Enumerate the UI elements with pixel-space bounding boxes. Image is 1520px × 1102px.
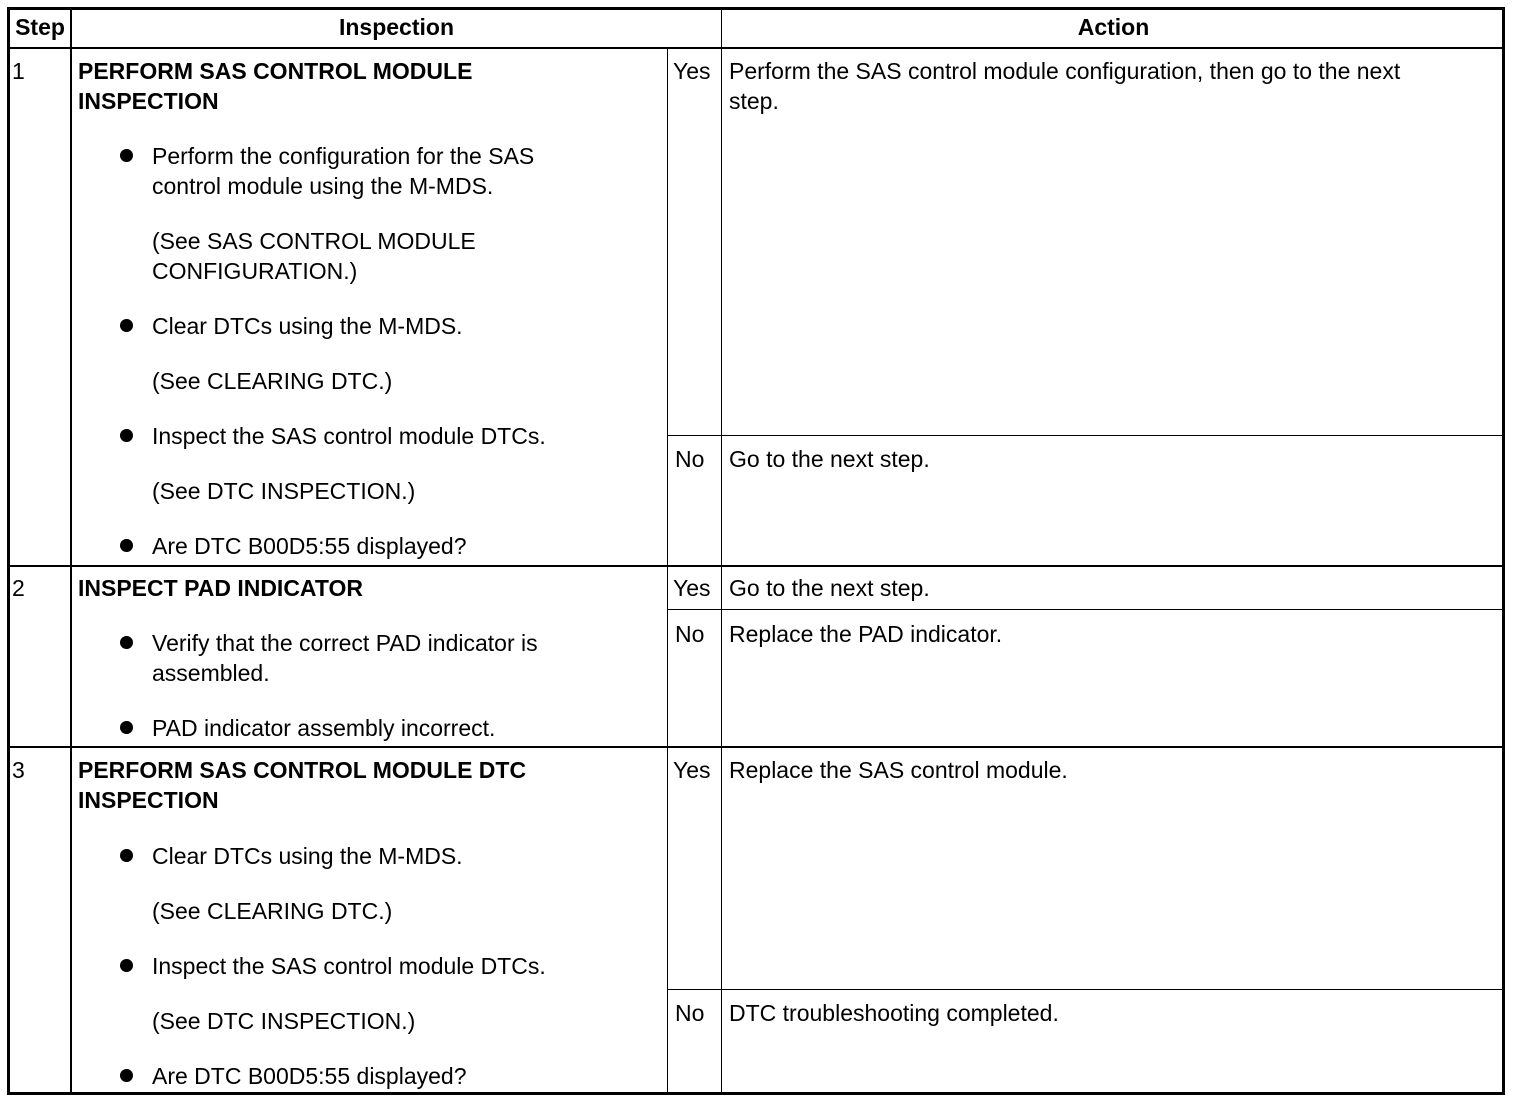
header-inspection: Inspection bbox=[338, 14, 454, 40]
no-action: DTC troubleshooting completed. bbox=[729, 1000, 1059, 1026]
no-label: No bbox=[675, 621, 705, 647]
step-number: 2 bbox=[12, 575, 25, 601]
inspection-item-continued: control module using the M-MDS. bbox=[152, 173, 494, 199]
inspection-item: Inspect the SAS control module DTCs. bbox=[152, 953, 546, 979]
reference-link-continued[interactable]: CONFIGURATION.) bbox=[152, 258, 358, 284]
step-title: PERFORM SAS CONTROL MODULE bbox=[78, 58, 473, 84]
inspection-item: Clear DTCs using the M-MDS. bbox=[152, 843, 463, 869]
step-title-continued: INSPECTION bbox=[78, 88, 219, 114]
inspection-item: PAD indicator assembly incorrect. bbox=[152, 715, 496, 741]
step-column-divider bbox=[70, 7, 72, 1095]
yes-action-continued: step. bbox=[729, 88, 779, 114]
header-step: Step bbox=[15, 14, 65, 40]
bullet-icon bbox=[120, 849, 133, 862]
bullet-icon bbox=[120, 1069, 133, 1082]
step-number: 3 bbox=[12, 757, 25, 783]
row1-yes-no-divider bbox=[668, 435, 1505, 436]
no-action: Replace the PAD indicator. bbox=[729, 621, 1003, 647]
yes-label: Yes bbox=[673, 58, 711, 84]
inspection-item: Verify that the correct PAD indicator is bbox=[152, 630, 538, 656]
yes-action: Replace the SAS control module. bbox=[729, 757, 1068, 783]
bullet-icon bbox=[120, 539, 133, 552]
no-label: No bbox=[675, 1000, 705, 1026]
yes-action: Go to the next step. bbox=[729, 575, 930, 601]
yes-label: Yes bbox=[673, 575, 711, 601]
no-action: Go to the next step. bbox=[729, 446, 930, 472]
bullet-icon bbox=[120, 636, 133, 649]
inspection-item-continued: assembled. bbox=[152, 660, 270, 686]
row3-yes-no-divider bbox=[668, 989, 1505, 990]
reference-link[interactable]: (See CLEARING DTC.) bbox=[152, 368, 393, 394]
header-divider bbox=[7, 47, 1505, 49]
no-label: No bbox=[675, 446, 705, 472]
row2-yes-no-divider bbox=[668, 609, 1505, 610]
bullet-icon bbox=[120, 721, 133, 734]
bullet-icon bbox=[120, 149, 133, 162]
row1-divider bbox=[7, 565, 1505, 567]
step-title: INSPECT PAD INDICATOR bbox=[78, 575, 363, 601]
reference-link[interactable]: (See DTC INSPECTION.) bbox=[152, 1008, 416, 1034]
step-title: PERFORM SAS CONTROL MODULE DTC bbox=[78, 757, 527, 783]
row2-divider bbox=[7, 746, 1505, 748]
step-title-continued: INSPECTION bbox=[78, 787, 219, 813]
inspection-item: Are DTC B00D5:55 displayed? bbox=[152, 1063, 467, 1089]
reference-link[interactable]: (See DTC INSPECTION.) bbox=[152, 478, 416, 504]
inspection-item: Are DTC B00D5:55 displayed? bbox=[152, 533, 467, 559]
yes-action: Perform the SAS control module configuration, then go to the next bbox=[729, 58, 1401, 84]
bullet-icon bbox=[120, 959, 133, 972]
inspection-item: Perform the configuration for the SAS bbox=[152, 143, 535, 169]
step-number: 1 bbox=[12, 58, 25, 84]
inspection-item: Clear DTCs using the M-MDS. bbox=[152, 313, 463, 339]
result-column-divider bbox=[667, 47, 668, 1095]
action-column-divider bbox=[721, 7, 722, 1095]
reference-link[interactable]: (See SAS CONTROL MODULE bbox=[152, 228, 476, 254]
bullet-icon bbox=[120, 319, 133, 332]
header-action: Action bbox=[1077, 14, 1150, 40]
yes-label: Yes bbox=[673, 757, 711, 783]
inspection-item: Inspect the SAS control module DTCs. bbox=[152, 423, 546, 449]
bullet-icon bbox=[120, 429, 133, 442]
reference-link[interactable]: (See CLEARING DTC.) bbox=[152, 898, 393, 924]
